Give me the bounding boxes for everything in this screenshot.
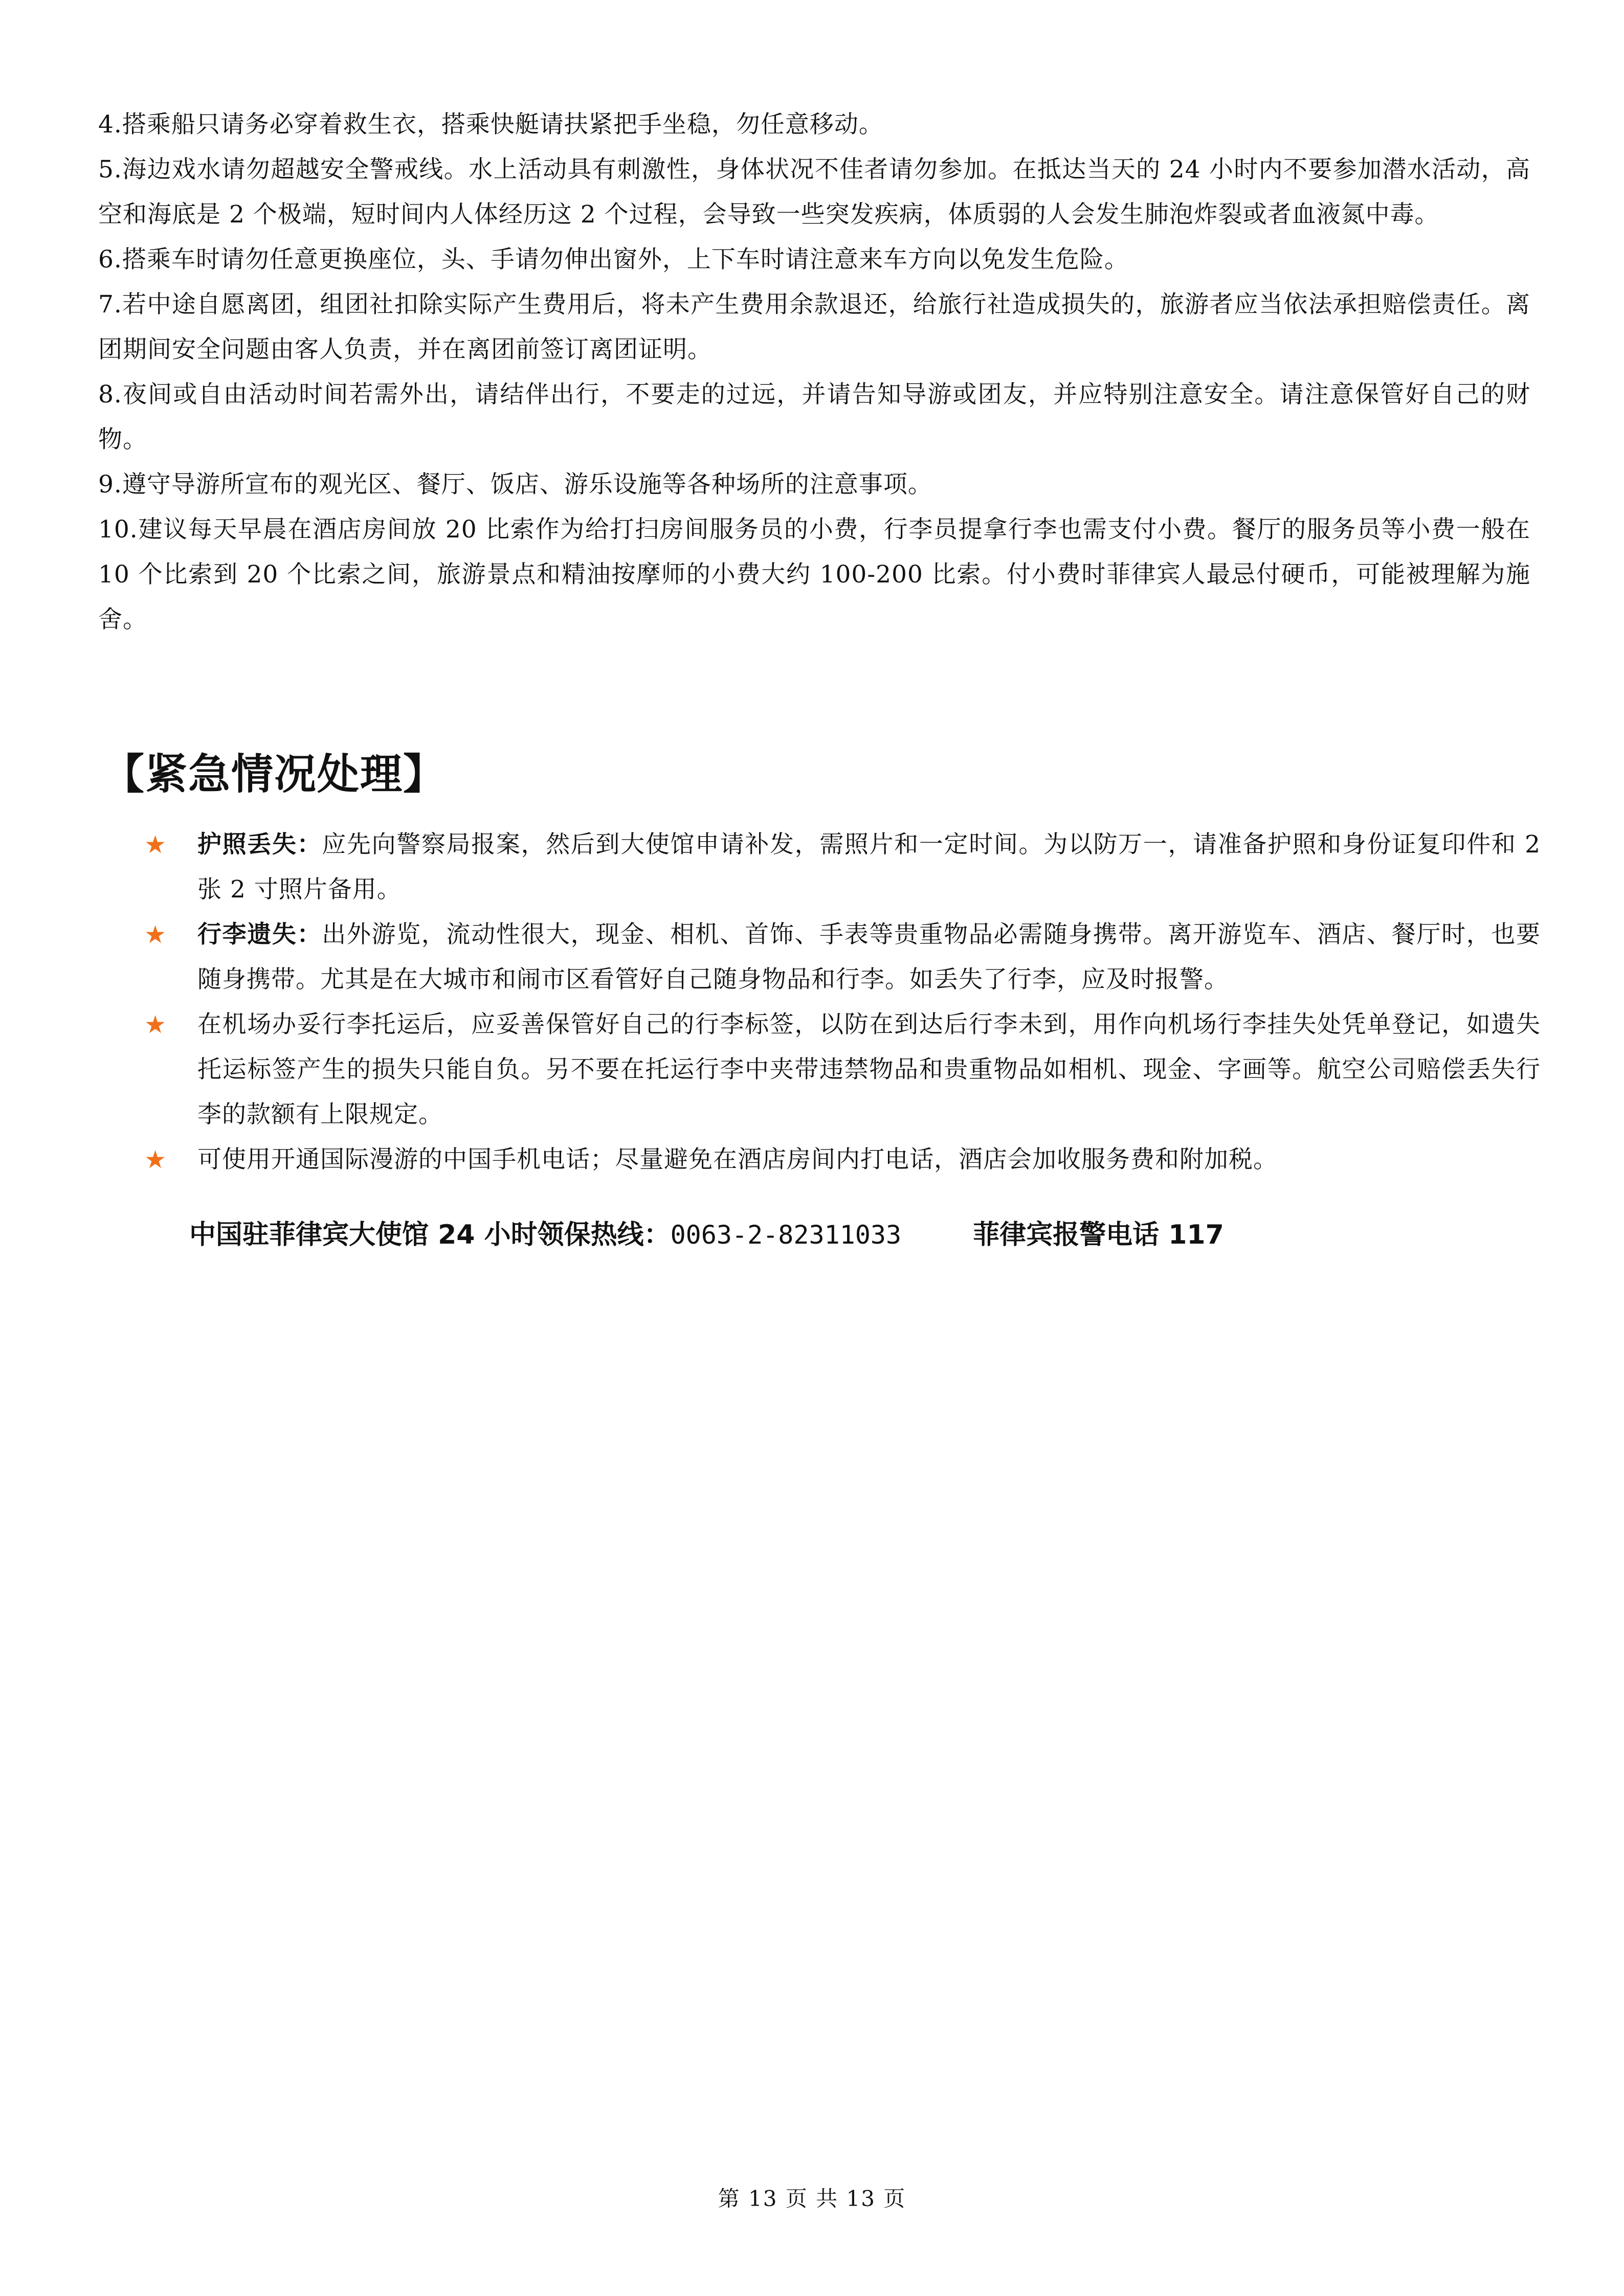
star-icon: ★ (144, 920, 167, 949)
emergency-item-head: 行李遗失： (197, 920, 322, 949)
emergency-item-phone (144, 1137, 1541, 1182)
emergency-item-text: 在机场办妥行李托运后，应妥善保管好自己的行李标签，以防在到达后行李未到，用作向机场行李挂失处凭单登记，如遗失托运标签产生的损失只能自负。另不要在托运行李中夹带违禁物品和贵重物品如相机、现金、字画等。航空公司赔偿丢失行李的款额有上限规定。 (197, 1010, 1541, 1129)
notice-item-5: 5.海边戏水请勿超越安全警戒线。水上活动具有刺激性，身体状况不佳者请勿参加。在抵达当天的 24 小时内不要参加潜水活动，高空和海底是 2 个极端，短时间内人体经历这 2 个过程，会导致一些突发疾病，体质弱的人会发生肺泡炸裂或者血液氮中毒。 (98, 155, 1530, 229)
embassy-hotline-number: 0063-2-82311033 (670, 1220, 902, 1250)
emergency-section-title: 【紧急情况处理】 (102, 750, 447, 799)
notice-item-7: 7.若中途自愿离团，组团社扣除实际产生费用后，将未产生费用余款退还，给旅行社造成损失的，旅游者应当依法承担赔偿责任。离团期间安全问题由客人负责，并在离团前签订离团证明。 (98, 290, 1530, 364)
notice-item-6: 6.搭乘车时请勿任意更换座位，头、手请勿伸出窗外，上下车时请注意来车方向以免发生危险。 (98, 245, 1129, 274)
emergency-item-baggage-tag (144, 1002, 1541, 1137)
emergency-list (144, 822, 1541, 1182)
emergency-item-head: 护照丢失： (197, 830, 322, 859)
page-footer: 第 13 页 共 13 页 (718, 2186, 906, 2211)
notice-item-10: 10.建议每天早晨在酒店房间放 20 比索作为给打扫房间服务员的小费，行李员提拿行李也需支付小费。餐厅的服务员等小费一般在 10 个比索到 20 个比索之间，旅游景点和精油按摩师的小费大约 100-200 比索。付小费时菲律宾人最忌付硬币，可能被理解为施舍。 (98, 515, 1530, 634)
emergency-item-text: 出外游览，流动性很大，现金、相机、首饰、手表等贵重物品必需随身携带。离开游览车、酒店、餐厅时，也要随身携带。尤其是在大城市和闹市区看管好自己随身物品和行李。如丢失了行李，应及时报警。 (197, 920, 1541, 994)
emergency-item-text: 可使用开通国际漫游的中国手机电话；尽量避免在酒店房间内打电话，酒店会加收服务费和附加税。 (197, 1145, 1278, 1174)
notice-item-9: 9.遵守导游所宣布的观光区、餐厅、饭店、游乐设施等各种场所的注意事项。 (98, 470, 932, 499)
embassy-hotline-label: 中国驻菲律宾大使馆 24 小时领保热线： (189, 1220, 671, 1250)
star-icon: ★ (144, 1145, 167, 1174)
star-icon: ★ (144, 830, 167, 859)
emergency-item-text: 应先向警察局报案，然后到大使馆申请补发，需照片和一定时间。为以防万一，请准备护照和身份证复印件和 2 张 2 寸照片备用。 (197, 830, 1541, 904)
star-icon: ★ (144, 1010, 167, 1039)
notice-item-4: 4.搭乘船只请务必穿着救生衣，搭乘快艇请扶紧把手坐稳，勿任意移动。 (98, 110, 883, 139)
emergency-item-luggage (144, 912, 1541, 1002)
police-phone-label: 菲律宾报警电话 (973, 1220, 1169, 1250)
notice-item-8: 8.夜间或自由活动时间若需外出，请结伴出行，不要走的过远，并请告知导游或团友，并应特别注意安全。请注意保管好自己的财物。 (98, 380, 1530, 454)
emergency-hotline (189, 1212, 1224, 1258)
emergency-item-passport (144, 822, 1541, 912)
police-phone-number: 117 (1168, 1220, 1224, 1250)
notice-list (98, 102, 1530, 642)
